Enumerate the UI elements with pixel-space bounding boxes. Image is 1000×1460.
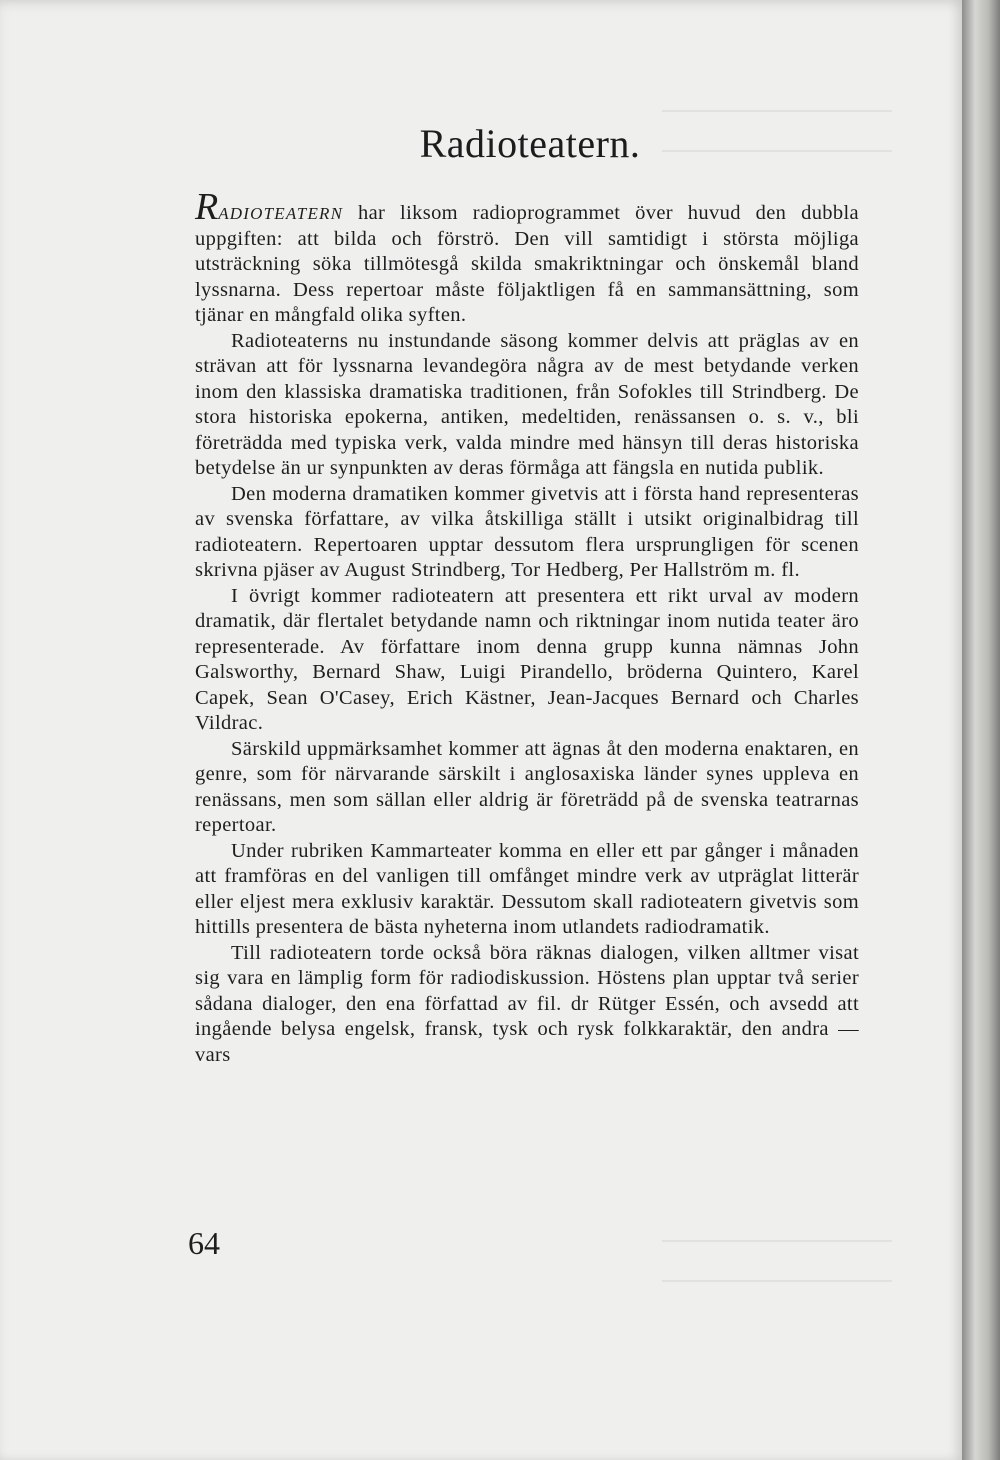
page-edge — [962, 0, 1000, 1460]
page-number: 64 — [188, 1225, 220, 1261]
bleed-through-line — [662, 1280, 892, 1282]
paragraph: Den moderna dramatiken kommer givetvis att i första hand representeras av svenska författare, av vilka åtskilliga ställt i utsikt originalbidrag till radioteatern. Repertoaren upptar dessutom flera ursprungligen för scenen skrivna pjäser av August Strindberg, Tor Hedberg, Per Hallström m. fl. — [195, 482, 859, 581]
paragraph: Radioteaterns nu instundande säsong kommer delvis att präglas av en strävan att för lyssnarna levandegöra några av de mest betydande verken inom den klassiska dramatiska traditionen, från Sofokles till Strindberg. De stora historiska epokerna, antiken, medeltiden, renässansen o. s. v., bli företrädda med typiska verk, valda mindre med hänsyn till deras historiska betydelse än ur synpunkten av deras förmåga att fängsla en nutida publik. — [195, 329, 859, 479]
bleed-through-line — [662, 110, 892, 112]
lead-text: har liksom radioprogrammet över huvud den dubbla uppgiften: att bilda och förströ. Den vill samtidigt i största möjliga utsträckning söka tillmötesgå skilda smakriktningar och önskemål bland lyssnarna. Dess repertoar måste följaktligen få en sammansättning, som tjänar en mångfald olika syften. — [195, 202, 859, 326]
article-body — [195, 186, 859, 1068]
lead-smallcaps: ADIOTEATERN — [218, 204, 344, 223]
bleed-through-line — [662, 1240, 892, 1242]
lead-paragraph — [195, 186, 859, 329]
paragraph: Särskild uppmärksamhet kommer att ägnas åt den moderna enaktaren, en genre, som för närvarande särskilt i anglosaxiska länder synes uppleva en renässans, men som sällan eller aldrig är företrädd på de svenska teatrarnas repertoar. — [195, 737, 859, 836]
paragraph: I övrigt kommer radioteatern att presentera ett rikt urval av modern dramatik, där flertalet betydande namn och riktningar inom nutida teater äro representerade. Av författare inom denna grupp kunna nämnas John Galsworthy, Bernard Shaw, Luigi Pirandello, bröderna Quintero, Karel Capek, Sean O'Casey, Erich Kästner, Jean-Jacques Bernard och Charles Vildrac. — [195, 584, 859, 734]
page-title: Radioteatern. — [419, 121, 641, 166]
drop-cap: R — [195, 186, 219, 228]
paragraph: Under rubriken Kammarteater komma en eller ett par gånger i månaden att framföras en del vanligen till omfånget mindre verk av utpräglat litterär eller eljest mera exklusiv karaktär. Dessutom skall radioteatern givetvis som hittills presentera de bästa nyheterna inom utlandets radiodramatik. — [195, 839, 859, 938]
paragraph: Till radioteatern torde också böra räknas dialogen, vilken alltmer visat sig vara en lämplig form för radiodiskussion. Höstens plan upptar två serier sådana dialoger, den ena författad av fil. dr Rütger Essén, och avsedd att ingående belysa engelsk, fransk, tysk och rysk folkkaraktär, den andra — vars — [195, 941, 859, 1066]
